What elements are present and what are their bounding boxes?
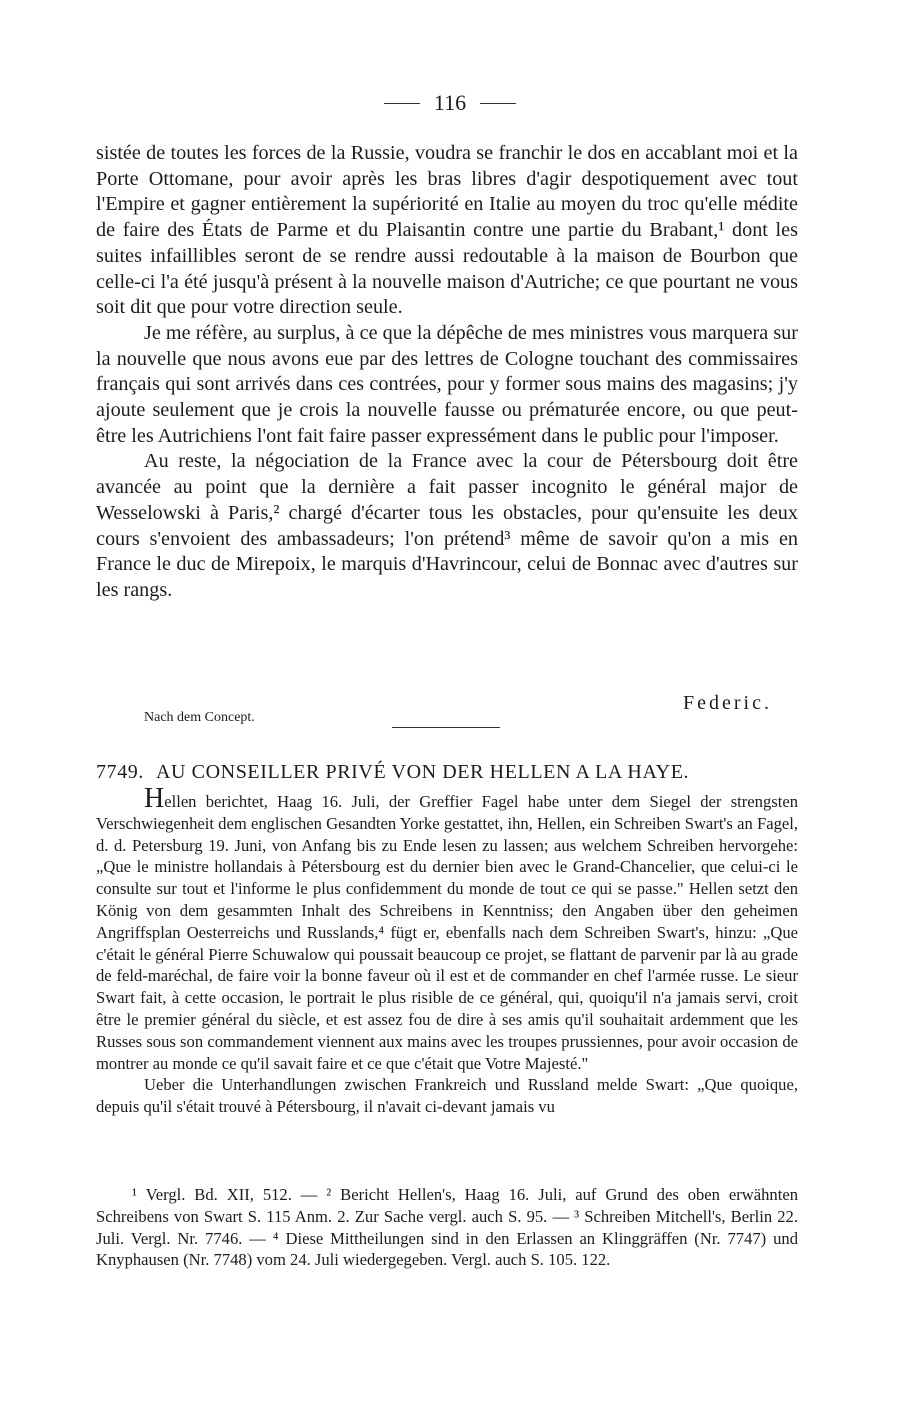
footnotes (96, 1184, 798, 1271)
page-header (0, 90, 900, 116)
section-paragraph-1-text: ellen berichtet, Haag 16. Juli, der Greffier Fagel habe unter dem Siegel der strengsten Verschwiegenheit dem englischen Gesandten Yorke gestattet, ihn, Hellen, ein Schreiben Swart's an Fagel, d. d. Petersburg 19. Juni, von Anfang bis zu Ende lesen zu lassen; aus welchem Schreiben hervorgehe: „Que le ministre hollandais à Pétersbourg est du dernier bien avec le Grand-Chancelier, que celui-ci le consulte sur tout et l'informe le plus confidemment du monde de tout ce qui se passe." Hellen setzt den König von dem gesammten Inhalt des Schreibens in Kenntniss; den Angaben über den geheimen Angriffsplan Oesterreichs und Russlands,⁴ fügt er, ebenfalls nach dem Schreiben Swart's, hinzu: „Que c'était le général Pierre Schuwalow qui poussait beaucoup ce projet, se flattant de parvenir par là au grade de feld-maréchal, de faire voir la bonne faveur où il est et de commander en chef l'armée russe. Le sieur Swart fait, à cette occasion, le portrait le plus risible de ce général, qui, quoiqu'il n'a jamais servi, croit être le premier général du siècle, et est assez fou de dire à ses amis qu'il souhaitait ardemment que les Russes sous son commandement viennent aux mains avec les troupes prussiennes, pour avoir occasion de montrer au monde ce qu'il savait faire et ce que c'était que Votre Majesté." (96, 792, 798, 1073)
section-body (96, 783, 798, 1118)
source-note: Nach dem Concept. (144, 710, 255, 725)
dropcap: H (144, 783, 165, 814)
header-rule-left (384, 103, 420, 104)
letter-paragraph-1: sistée de toutes les forces de la Russie, voudra se franchir le dos en accablant moi et la Porte Ottomane, pour avoir après les bras libres d'agir despotiquement avec tout l'Empire et gagner entièrement la supériorité en Italie au moyen du troc qu'elle médite de faire des États de Parme et du Plaisantin contre une partie du Brabant,¹ dont les suites infaillibles seront de se rendre aussi redoutable à la maison de Bourbon que celle-ci l'a été jusqu'à présent à la nouvelle maison d'Autriche; ce que pourtant ne vous soit dit que pour votre direction seule. (96, 142, 798, 319)
page-number: 116 (433, 90, 467, 115)
signature: Federic. (683, 692, 772, 714)
document-number: 7749. (96, 761, 144, 783)
section-divider (392, 727, 500, 728)
section-title: AU CONSEILLER PRIVÉ VON DER HELLEN A LA HAYE. (156, 761, 690, 783)
section-paragraph-2: Ueber die Unterhandlungen zwischen Frankreich und Russland melde Swart: „Que quoique, depuis qu'il s'était trouvé à Pétersbourg, il n'avait ci-devant jamais vu (96, 1075, 798, 1117)
header-rule-right (480, 103, 516, 104)
letter-signoff (96, 688, 798, 728)
section-heading (96, 761, 798, 784)
letter-body (96, 141, 798, 604)
footnotes-text: ¹ Vergl. Bd. XII, 512. — ² Bericht Hellen's, Haag 16. Juli, auf Grund des oben erwähnten Schreibens von Swart S. 115 Anm. 2. Zur Sache vergl. auch S. 95. — ³ Schreiben Mitchell's, Berlin 22. Juli. Vergl. Nr. 7746. — ⁴ Diese Mittheilungen sind in den Erlassen an Klinggräffen (Nr. 7747) und Knyphausen (Nr. 7748) vom 24. Juli wiedergegeben. Vergl. auch S. 105. 122. (96, 1185, 798, 1270)
letter-paragraph-2: Je me réfère, au surplus, à ce que la dépêche de mes ministres vous marquera sur la nouvelle que nous avons eue par des lettres de Cologne touchant des commissaires français qui sont arrivés dans ces contrées, pour y former sous mains des magasins; j'y ajoute seulement que je crois la nouvelle fausse ou prématurée encore, ou que peut-être les Autrichiens l'ont fait faire passer expressément dans le public pour l'imposer. (96, 321, 798, 447)
section-paragraph-1 (96, 783, 798, 1074)
letter-paragraph-3: Au reste, la négociation de la France avec la cour de Pétersbourg doit être avancée au point que la dernière a fait passer incognito le général major de Wesselowski à Paris,² chargé d'écarter tous les obstacles, pour qu'ensuite les deux cours s'envoient des ambassadeurs; l'on prétend³ même de savoir qu'on a mis en France le duc de Mirepoix, le marquis d'Havrincour, celui de Bonnac avec d'autres sur les rangs. (96, 450, 798, 601)
